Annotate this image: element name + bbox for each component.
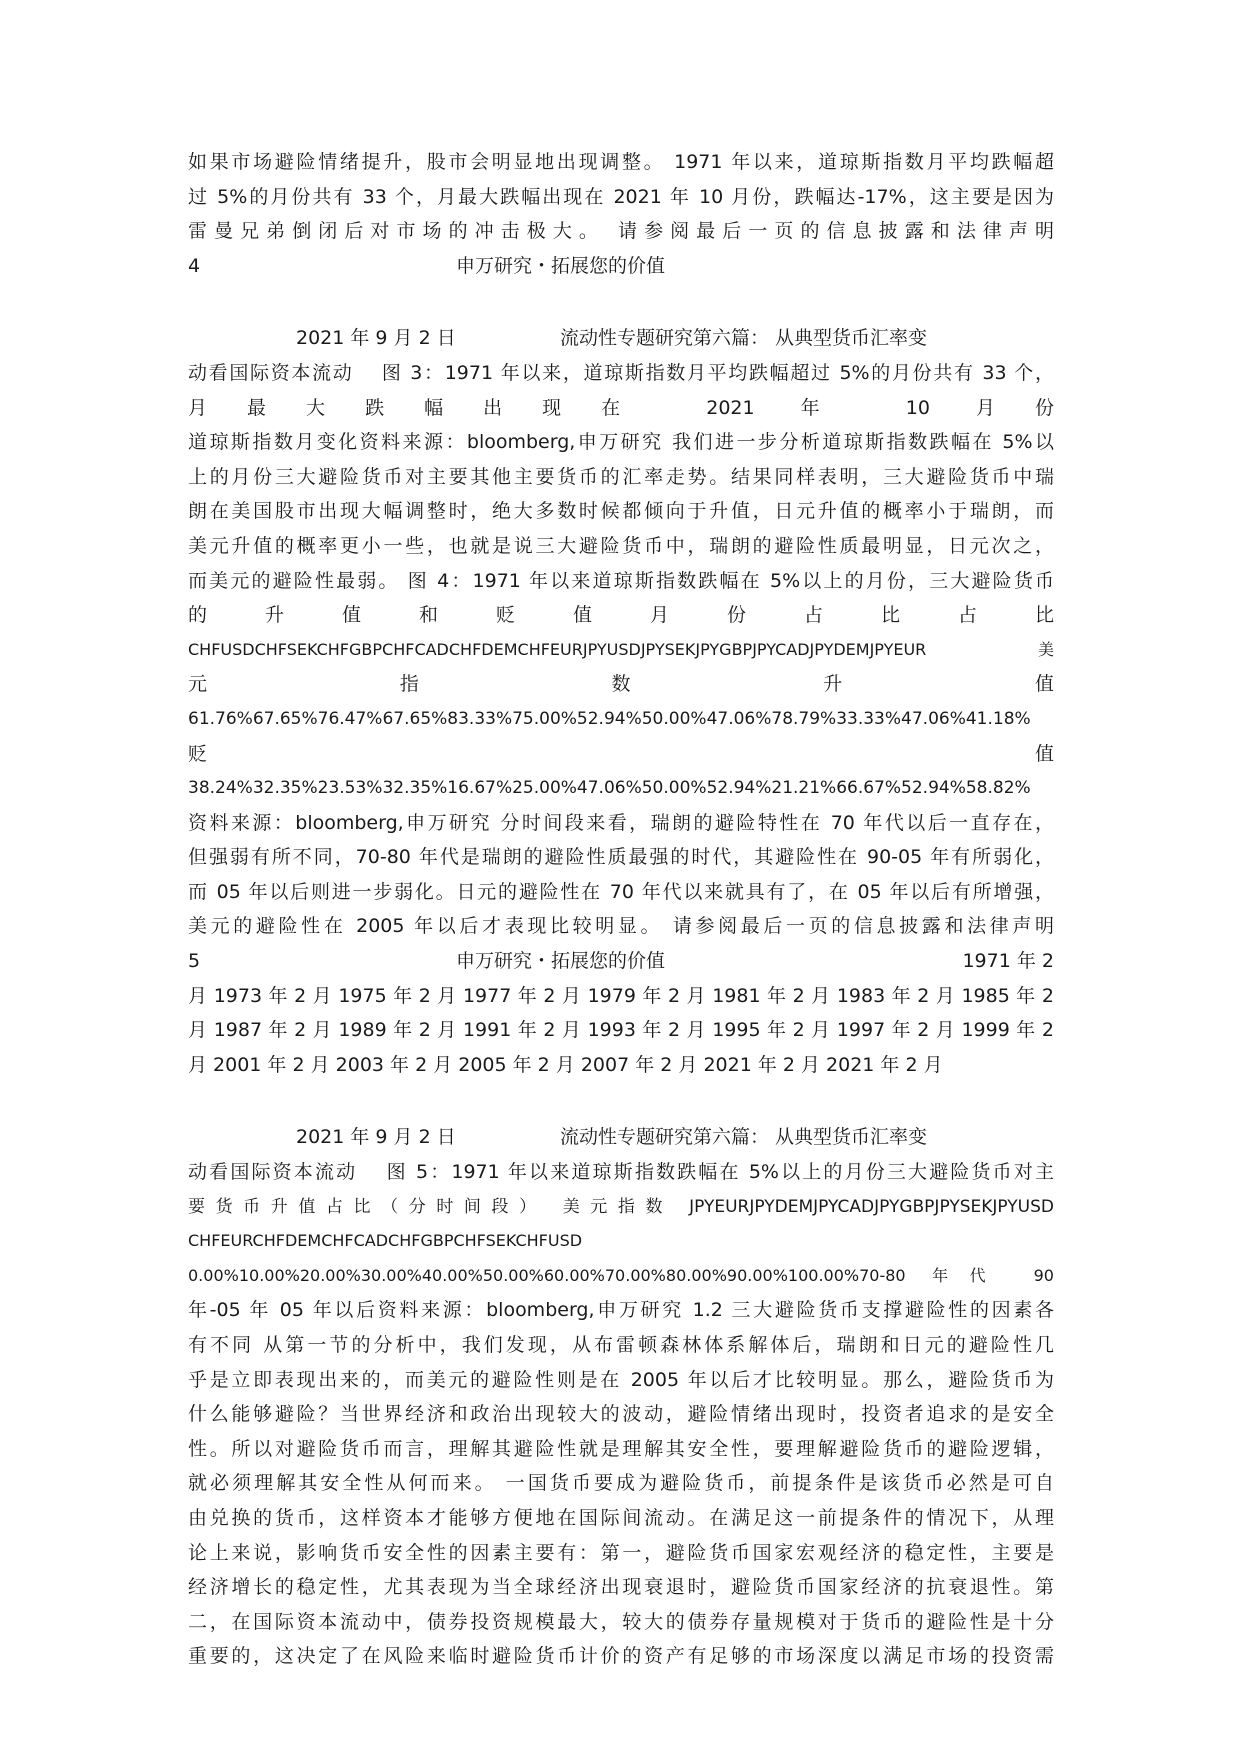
text-line: 性。所以对避险货币而言，理解其避险性就是理解其安全性，要理解避险货币的避险逻辑， [188,1437,1054,1460]
text-line: 二，在国际资本流动中，债券投资规模最大，较大的债券存量规模对于货币的避险性是十分 [188,1610,1054,1633]
text-line: 动看国际资本流动 图 3：1971 年以来，道琼斯指数月平均跌幅超过 5%的月份共有 33 个， [188,361,1054,384]
text-line: 的 升 值 和 贬 值 月 份 占 比 占 比 [188,604,1054,627]
text-line: 动看国际资本流动 图 5：1971 年以来道琼斯指数跌幅在 5%以上的月份三大避险货币对主 [188,1161,1054,1184]
text-line: 什么能够避险？当世界经济和政治出现较大的波动，避险情绪出现时，投资者追求的是安全 [188,1403,1054,1426]
text-line: 61.76%67.65%76.47%67.65%83.33%75.00%52.94%50.00%47.06%78.79%33.33%47.06%41.18% [188,708,1031,729]
text-line: 如果市场避险情绪提升，股市会明显地出现调整。 1971 年以来，道琼斯指数月平均跌幅超 [188,151,1054,173]
page-footer [188,249,1054,284]
text-line: 美元升值的概率更小一些，也就是说三大避险货币中，瑞朗的避险性质最明显，日元次之， [188,534,1054,557]
text-line: 而 05 年以后则进一步弱化。日元的避险性在 70 年代以来就具有了，在 05 年以后有所增强， [188,880,1054,903]
text-line: 上的月份三大避险货币对主要其他主要货币的汇率走势。结果同样表明，三大避险货币中瑞 [188,465,1054,488]
text-line: 有不同 从第一节的分析中，我们发现，从布雷顿森林体系解体后，瑞朗和日元的避险性几 [188,1334,1054,1356]
header-title: 流动性专题研究第六篇： 从典型货币汇率变 [560,1126,928,1149]
text-line: 雷曼兄弟倒闭后对市场的冲击极大。 请参阅最后一页的信息披露和法律声明 [188,220,1054,243]
header-title: 流动性专题研究第六篇： 从典型货币汇率变 [560,327,928,350]
page-footer [188,944,1054,979]
page-number: 5 [188,950,201,973]
text-line: 但强弱有所不同，70-80 年代是瑞朗的避险性质最强的时代，其避险性在 90-05 年有所弱化， [188,846,1054,869]
header-date: 2021 年 9 月 2 日 [296,1126,456,1149]
footer-slogan: 申万研究・拓展您的价值 [456,254,666,277]
text-line: 重要的，这决定了在风险来临时避险货币计价的资产有足够的市场深度以满足市场的投资需 [188,1645,1054,1668]
text-line: 道琼斯指数月变化资料来源：bloomberg,申万研究 我们进一步分析道琼斯指数跌幅在 5%以 [188,431,1054,454]
text-line: 而美元的避险性最弱。 图 4：1971 年以来道琼斯指数跌幅在 5%以上的月份，三大避险货币 [188,569,1054,592]
text-line: 元 指 数 升 值 [188,673,1054,696]
document-page [188,145,1054,1674]
page-number: 4 [188,254,201,277]
text-line: 月 2001 年 2 月 2003 年 2 月 2005 年 2 月 2007 年 2 月 2021 年 2 月 2021 年 2 月 [188,1053,943,1076]
text-line: 就必须理解其安全性从何而来。 一国货币要成为避险货币，前提条件是该货币必然是可自 [188,1472,1054,1495]
page-header [188,321,1054,356]
text-line: 月 1973 年 2 月 1975 年 2 月 1977 年 2 月 1979 年 2 月 1981 年 2 月 1983 年 2 月 1985 年 2 [188,984,1054,1007]
text-line: 月最大跌幅出现在 2021 年 10 月份 [188,396,1054,419]
header-date: 2021 年 9 月 2 日 [296,327,456,350]
text-line: 论上来说，影响货币安全性的因素主要有：第一，避险货币国家宏观经济的稳定性，主要是 [188,1541,1054,1564]
text-line: 0.00%10.00%20.00%30.00%40.00%50.00%60.00%70.00%80.00%90.00%100.00%70-80 年代 90 [188,1265,1054,1285]
text-line: 年-05 年 05 年以后资料来源：bloomberg,申万研究 1.2 三大避险货币支撑避险性的因素各 [188,1299,1054,1322]
page-header [188,1120,1054,1155]
text-line: 38.24%32.35%23.53%32.35%16.67%25.00%47.06%50.00%52.94%21.21%66.67%52.94%58.82% [188,778,1031,799]
text-line: 经济增长的稳定性，尤其表现为当全球经济出现衰退时，避险货币国家经济的抗衰退性。第 [188,1576,1054,1599]
footer-slogan: 申万研究・拓展您的价值 [456,950,666,973]
text-line: 美元的避险性在 2005 年以后才表现比较明显。 请参阅最后一页的信息披露和法律声明 [188,915,1054,938]
text-fragment: 1971 年 2 [962,950,1054,973]
text-line: 贬 值 [188,742,1054,765]
text-line: 要货币升值占比（分时间段） 美元指数 JPYEURJPYDEMJPYCADJPYGBPJPYSEKJPYUSD [188,1196,1054,1217]
text-line: 月 1987 年 2 月 1989 年 2 月 1991 年 2 月 1993 年 2 月 1995 年 2 月 1997 年 2 月 1999 年 2 [188,1019,1054,1042]
text-line: CHFEURCHFDEMCHFCADCHFGBPCHFSEKCHFUSD [188,1231,583,1251]
text-line: 过 5%的月份共有 33 个，月最大跌幅出现在 2021 年 10 月份，跌幅达-17%，这主要是因为 [188,185,1054,208]
text-line: 乎是立即表现出来的，而美元的避险性则是在 2005 年以后才比较明显。那么，避险货币为 [188,1368,1054,1391]
text-line: 由兑换的货币，这样资本才能够方便地在国际间流动。在满足这一前提条件的情况下，从理 [188,1506,1054,1529]
text-line: CHFUSDCHFSEKCHFGBPCHFCADCHFDEMCHFEURJPYUSDJPYSEKJPYGBPJPYCADJPYDEMJPYEUR 美 [188,639,1054,659]
text-line: 资料来源：bloomberg,申万研究 分时间段来看，瑞朗的避险特性在 70 年代以后一直存在， [188,811,1054,834]
text-line: 朗在美国股市出现大幅调整时，绝大多数时候都倾向于升值，日元升值的概率小于瑞朗，而 [188,500,1054,523]
